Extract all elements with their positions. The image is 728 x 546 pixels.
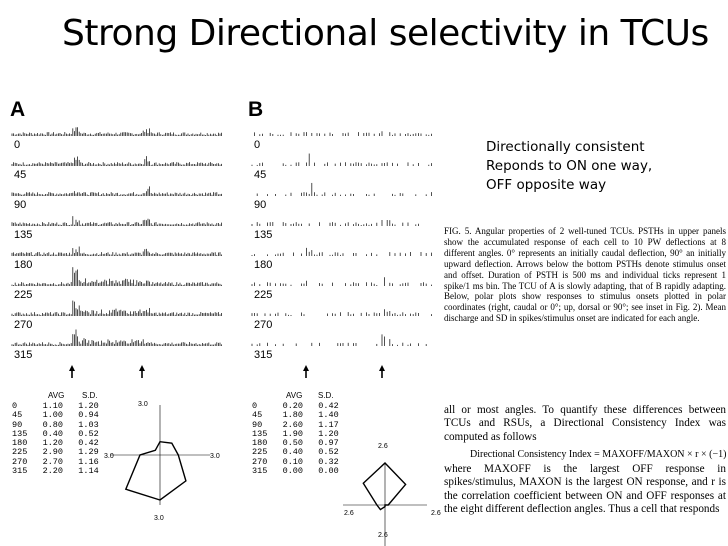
table-row: 315 2.20 1.14 (12, 466, 99, 477)
panel-a-table (12, 402, 99, 476)
panel-b-letter: B (248, 98, 264, 121)
angle-label: 0 (14, 139, 21, 151)
angle-label: 315 (14, 349, 33, 361)
body-paragraph-1: all or most angles. To quantify these differences between TCUs and RSUs, a Directional Consistency Index was computed as follows (444, 404, 726, 443)
body-paragraph-2: where MAXOFF is the largest OFF response in spikes/stimulus, MAXON is the largest ON response, and r is the correlation coefficient between ON and OFF responses at the eight different deflection angles. Thus a cell that responds (444, 463, 726, 516)
table-row: 135 1.90 1.20 (252, 428, 339, 439)
angle-label: 45 (14, 169, 27, 181)
index-formula: Directional Consistency Index = MAXOFF/MAXON × r × (−1) (470, 449, 727, 460)
angle-label: 225 (14, 289, 33, 301)
panel-a-letter: A (10, 98, 26, 121)
panel-a-polar-bottom: 3.0 (154, 515, 164, 522)
annotation-line: Directionally consistent (486, 139, 645, 155)
panel-b-polar-top: 2.6 (378, 443, 388, 450)
table-row: 90 0.80 1.03 (12, 419, 99, 430)
angle-label: 270 (14, 319, 33, 331)
panel-b-avg-header: AVG (286, 391, 303, 400)
panel-b-sd-header: S.D. (318, 391, 334, 400)
panel-b-polar-right: 2.6 (431, 510, 441, 517)
panel-b-table (252, 402, 339, 476)
table-row: 45 1.80 1.40 (252, 410, 339, 421)
slide-title: Strong Directional selectivity in TCUs (62, 13, 709, 54)
table-row: 270 2.70 1.16 (12, 456, 99, 467)
table-row: 180 0.50 0.97 (252, 438, 339, 449)
angle-label: 45 (254, 169, 267, 181)
table-row: 90 2.60 1.17 (252, 419, 339, 430)
angle-label: 135 (14, 229, 33, 241)
panel-a-polar-right: 3.0 (210, 453, 220, 460)
table-row: 225 2.90 1.29 (12, 447, 99, 458)
angle-label: 180 (254, 259, 273, 271)
polar-response-shape (363, 463, 405, 510)
arrow-head-icon (303, 365, 309, 371)
angle-label: 180 (14, 259, 33, 271)
table-row: 270 0.10 0.32 (252, 456, 339, 467)
angle-label: 315 (254, 349, 273, 361)
table-row: 135 0.40 0.52 (12, 428, 99, 439)
table-row: 225 0.40 0.52 (252, 447, 339, 458)
arrow-head-icon (139, 365, 145, 371)
arrow-head-icon (379, 365, 385, 371)
table-row: 0 0.20 0.42 (252, 401, 339, 411)
annotation-line: Reponds to ON one way, (486, 158, 653, 174)
panel-b-polar-bottom: 2.6 (378, 532, 388, 539)
table-row: 0 1.10 1.20 (12, 401, 99, 411)
angle-label: 270 (254, 319, 273, 331)
angle-label: 0 (254, 139, 261, 151)
polar-response-shape (126, 442, 186, 500)
table-row: 180 1.20 0.42 (12, 438, 99, 449)
panel-a-avg-header: AVG (48, 391, 65, 400)
figure-caption: FIG. 5. Angular properties of 2 well-tuned TCUs. PSTHs in upper panels show the accumulated response of each cell to 10 PW deflections at 8 different angles. 0° represents an initially caudal deflection, 90° an initially upward deflection. Arrows below the bottom PSTHs denote stimulus onset and offset. Duration of PSTH is 500 ms and individual ticks represent 1 spike/1 ms bin. The TCU of A is slowly adapting, that of B rapidly adapting. Below, polar plots show responses to stimulus onsets plotted in polar coordinates (right, caudal or 0°; up, dorsal or 90°; see inset in Fig. 2). Mean discharge and SD in spikes/stimulus onset are indicated for each angle. (444, 226, 726, 324)
table-row: 315 0.00 0.00 (252, 466, 339, 477)
annotation-text (486, 138, 652, 195)
panel-a-sd-header: S.D. (82, 391, 98, 400)
angle-label: 90 (254, 199, 267, 211)
annotation-line: OFF opposite way (486, 177, 607, 193)
angle-label: 135 (254, 229, 273, 241)
angle-label: 90 (14, 199, 27, 211)
angle-label: 225 (254, 289, 273, 301)
panel-b-polar-left: 2.6 (344, 510, 354, 517)
panel-a-polar-left: 3.0 (104, 453, 114, 460)
panel-a-polar-top: 3.0 (138, 401, 148, 408)
table-row: 45 1.00 0.94 (12, 410, 99, 421)
arrow-head-icon (69, 365, 75, 371)
